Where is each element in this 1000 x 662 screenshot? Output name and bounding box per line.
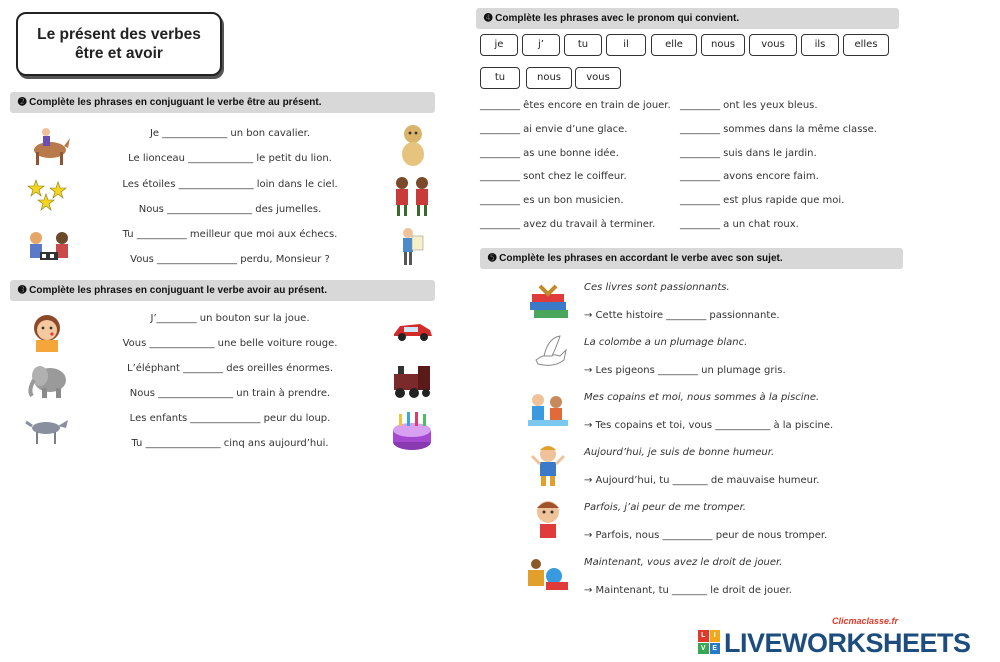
s2-line-1: Je _____________ un bon cavalier. — [149, 128, 311, 139]
pronoun-chip-nous[interactable]: nous — [701, 34, 745, 56]
horse-rider-image — [24, 122, 72, 168]
section-2-header: ➋ Complète les phrases en conjuguant le verbe être au présent. — [10, 92, 435, 113]
section-4-header: ➍ Complète les phrases avec le pronom qui convient. — [476, 8, 899, 29]
pronoun-chip-ils[interactable]: ils — [801, 34, 839, 56]
logo-letter-l: L — [698, 630, 709, 642]
s2-line-5: Tu __________ meilleur que moi aux échecs. — [122, 229, 338, 240]
train-image — [388, 360, 434, 400]
s4-right-line-5: ________ est plus rapide que moi. — [680, 195, 845, 206]
pronoun-chip-elle[interactable]: elle — [651, 34, 697, 56]
lost-man-image — [396, 226, 426, 268]
s5-task-3: → Tes copains et toi, vous ___________ à la piscine. — [584, 420, 834, 431]
wolf-image — [24, 414, 72, 446]
s5-model-4: Aujourd’hui, je suis de bonne humeur. — [584, 447, 775, 458]
pronoun-chip-elles[interactable]: elles — [843, 34, 889, 56]
liveworksheets-brand: LIVEWORKSHEETS — [724, 628, 971, 658]
pronoun-chip-vous-2[interactable]: vous — [575, 67, 621, 89]
worksheet-title — [16, 12, 222, 76]
pronoun-chip-nous-2[interactable]: nous — [526, 67, 572, 89]
title-line-2: être et avoir — [75, 45, 163, 62]
s5-model-2: La colombe a un plumage blanc. — [584, 337, 748, 348]
s4-right-line-1: ________ ont les yeux bleus. — [680, 100, 818, 111]
s4-right-line-3: ________ suis dans le jardin. — [680, 148, 817, 159]
girl-pimple-image — [26, 310, 68, 352]
pronoun-chip-vous[interactable]: vous — [749, 34, 797, 56]
worried-child-image — [528, 498, 568, 540]
pronoun-chip-je[interactable]: je — [480, 34, 518, 56]
red-car-image — [390, 318, 434, 342]
lion-cub-image — [398, 122, 428, 168]
title-line-1: Le présent des verbes — [37, 26, 201, 43]
toys-image — [524, 556, 572, 594]
books-image — [524, 280, 572, 322]
s5-task-2: → Les pigeons ________ un plumage gris. — [584, 365, 786, 376]
s3-line-3: L’éléphant ________ des oreilles énormes. — [126, 363, 334, 374]
section-3-header: ➌ Complète les phrases en conjuguant le verbe avoir au présent. — [10, 280, 435, 301]
pronoun-chip-tu[interactable]: tu — [564, 34, 602, 56]
s5-task-5: → Parfois, nous __________ peur de nous tromper. — [584, 530, 828, 541]
s5-model-6: Maintenant, vous avez le droit de jouer. — [584, 557, 783, 568]
s3-line-2: Vous _____________ une belle voiture rouge. — [122, 338, 338, 349]
chess-players-image — [26, 228, 72, 266]
s2-line-4: Nous _________________ des jumelles. — [138, 204, 322, 215]
clicmaclasse-credit: Clicmaclasse.fr — [831, 616, 898, 626]
pronoun-chip-j[interactable]: j’ — [522, 34, 560, 56]
s5-task-1: → Cette histoire ________ passionnante. — [584, 310, 780, 321]
s4-left-line-2: ________ ai envie d’une glace. — [480, 124, 628, 135]
s3-line-5: Les enfants ______________ peur du loup. — [129, 413, 331, 424]
logo-letter-i: I — [710, 630, 721, 642]
s4-right-line-6: ________ a un chat roux. — [680, 219, 799, 230]
stars-image — [26, 178, 70, 212]
s4-right-line-4: ________ avons encore faim. — [680, 171, 819, 182]
s5-task-6: → Maintenant, tu _______ le droit de jouer. — [584, 585, 792, 596]
s2-line-6: Vous ________________ perdu, Monsieur ? — [130, 254, 330, 265]
s4-left-line-1: ________ êtes encore en train de jouer. — [480, 100, 671, 111]
s5-task-4: → Aujourd’hui, tu _______ de mauvaise humeur. — [584, 475, 820, 486]
s5-model-1: Ces livres sont passionnants. — [584, 282, 730, 293]
s4-right-line-2: ________ sommes dans la même classe. — [680, 124, 877, 135]
s2-line-3: Les étoiles _______________ loin dans le ciel. — [122, 179, 338, 190]
s2-line-2: Le lionceau _____________ le petit du lion. — [128, 153, 332, 164]
s4-left-line-4: ________ sont chez le coiffeur. — [480, 171, 627, 182]
s5-model-3: Mes copains et moi, nous sommes à la piscine. — [584, 392, 820, 403]
liveworksheets-logo-icon — [698, 630, 720, 654]
s3-line-6: Tu _______________ cinq ans aujourd’hui. — [131, 438, 329, 449]
s4-left-line-6: ________ avez du travail à terminer. — [480, 219, 656, 230]
dove-image — [530, 334, 570, 376]
s3-line-4: Nous _______________ un train à prendre. — [129, 388, 331, 399]
swimming-kids-image — [526, 390, 570, 430]
happy-child-image — [528, 444, 568, 488]
logo-letter-e: E — [710, 643, 721, 655]
elephant-image — [26, 360, 70, 400]
s5-model-5: Parfois, j’ai peur de me tromper. — [584, 502, 746, 513]
birthday-cake-image — [390, 410, 434, 452]
s3-line-1: J’________ un bouton sur la joue. — [150, 313, 310, 324]
twins-image — [390, 174, 434, 218]
logo-letter-v: V — [698, 643, 709, 655]
pronoun-chip-tu-2[interactable]: tu — [480, 67, 520, 89]
s4-left-line-3: ________ as une bonne idée. — [480, 148, 619, 159]
pronoun-chip-il[interactable]: il — [606, 34, 646, 56]
section-5-header: ➎ Complète les phrases en accordant le verbe avec son sujet. — [480, 248, 903, 269]
s4-left-line-5: ________ es un bon musicien. — [480, 195, 624, 206]
liveworksheets-watermark — [698, 616, 994, 658]
